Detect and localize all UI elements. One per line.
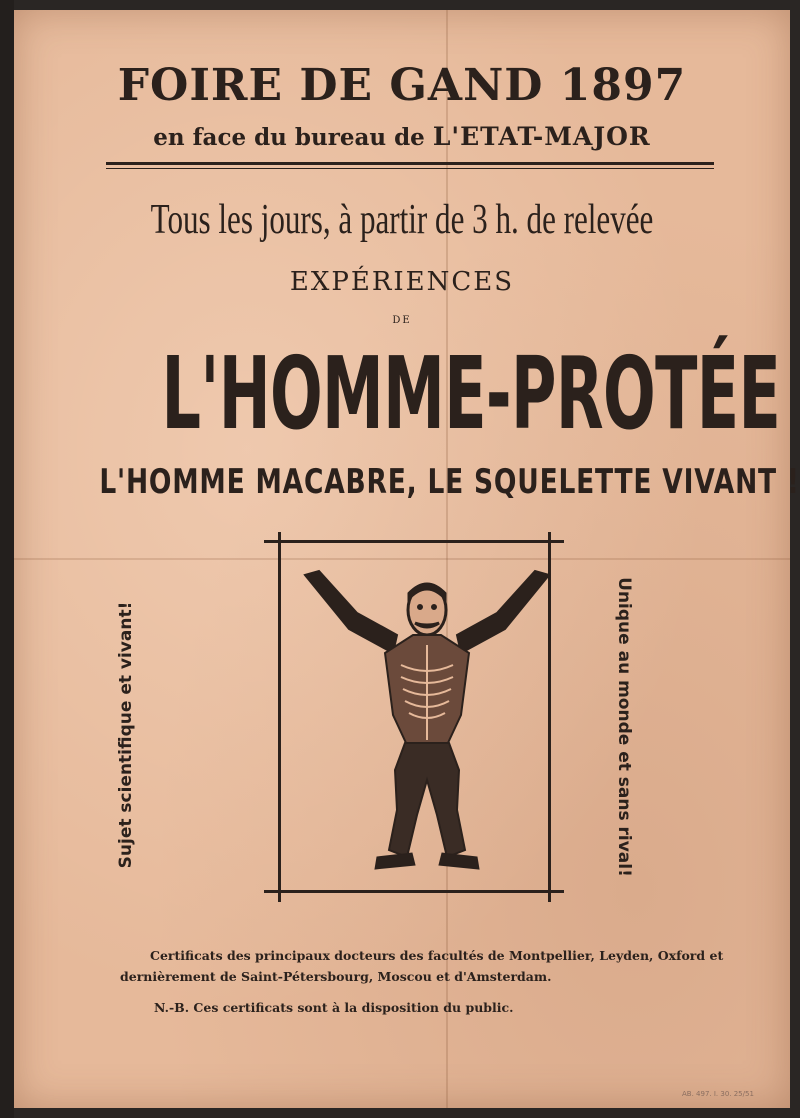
poster-title: FOIRE DE GAND 1897 (117, 60, 687, 111)
subtitle-place: L'ETAT-MAJOR (432, 122, 651, 151)
scan-background-edge (0, 0, 14, 1118)
certificates-line-2: dernièrement de Saint-Pétersbourg, Moscou et d'Amsterdam. (120, 969, 552, 984)
headline: L'HOMME-PROTÉE (161, 335, 781, 452)
title-rule-thick (106, 162, 714, 165)
poster-subtitle (14, 122, 790, 151)
frame-top (264, 540, 564, 543)
title-rule-thin (106, 168, 714, 169)
archive-stamp: AB. 497. I. 30. 25/51 (682, 1090, 754, 1098)
left-vertical-slogan: Sujet scientifique et vivant! (116, 601, 136, 869)
certificates-line-1: Certificats des principaux docteurs des facultés de Montpellier, Leyden, Oxford et (150, 948, 724, 963)
skeleton-man-illustration (297, 565, 557, 885)
experiences-heading: EXPÉRIENCES (289, 267, 515, 297)
note-text: N.-B. Ces certificats sont à la disposition du public. (154, 1000, 514, 1015)
frame-left (278, 532, 281, 902)
tagline: L'HOMME MACABRE, LE SQUELETTE VIVANT ! (99, 462, 800, 502)
frame-bottom (264, 890, 564, 893)
right-vertical-slogan: Unique au monde et sans rival! (614, 577, 634, 877)
poster-sheet (14, 10, 800, 1108)
subtitle-prefix: en face du bureau de (153, 124, 425, 151)
schedule-line: Tous les jours, à partir de 3 h. de relevée (150, 197, 654, 243)
certificates-text (120, 945, 750, 987)
de-connector: DE (392, 315, 412, 326)
horizontal-fold-line (14, 558, 790, 560)
